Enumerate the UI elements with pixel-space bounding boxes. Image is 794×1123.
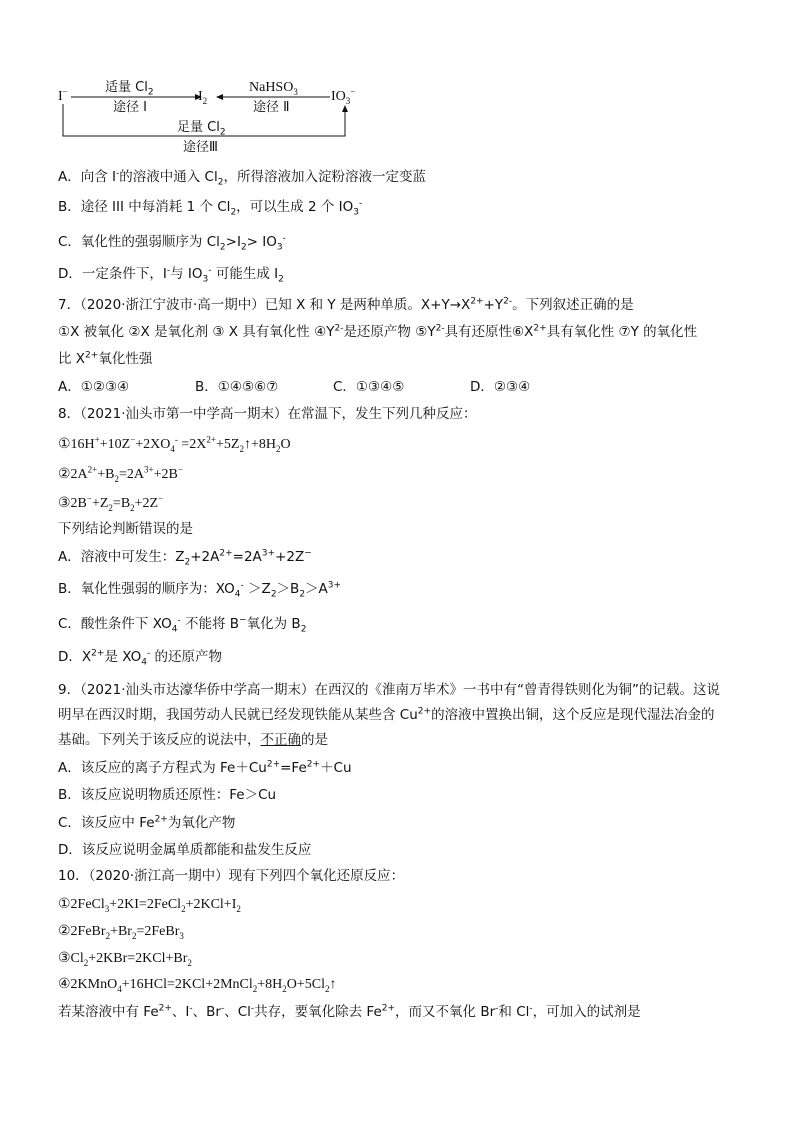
path-3-reagent: 足量 $Cl_2$ [177,120,226,138]
q9-option-b: B．该反应说明物质还原性：Fe＞Cu [58,787,277,803]
q7-statements-cont: 比 $X^{2+}$氧化性强 [58,350,153,367]
path-2-label: 途径 Ⅱ [253,100,290,115]
q7-stem: 7．（2020·浙江宁波市·高一期中）已知 X 和 Y 是两种单质。$X+Y\to X^{2+}+Y^{2-}$。下列叙述正确的是 [58,296,634,313]
q7-option-d: D．②③④ [470,379,531,395]
q10-reaction-2: $②2FeBr_2+Br_2=2FeBr_3$ [58,924,184,941]
q8-option-c: C．酸性条件下 $XO_4^-$ 不能将 B−氧化为 $B_2$ [58,615,307,635]
q10-reaction-4: $④2KMnO_4+16HCl=2KCl+2MnCl_2+8H_2O+5Cl_2↑$ [58,977,337,994]
arrowhead-path-3 [342,105,348,112]
q6-option-b: B．途径 III 中每消耗 1 个 $Cl_2$，可以生成 2 个 $IO_3^-$ [58,198,363,218]
species-iodate: $IO_3^-$ [331,86,356,106]
q10-reaction-1: $①2FeCl_3+2KI=2FeCl_2+2KCl+I_2$ [58,897,241,914]
species-iodide: I− [58,86,68,104]
q6-option-c: C．氧化性的强弱顺序为 $Cl_2>I_2> IO_3^-$ [58,233,286,253]
q8-option-a: A．溶液中可发生：$Z_2+2A^{2+}=2A^{3+}+2Z^-$ [58,548,312,568]
q6-option-d: D．一定条件下，I-与 $IO_3^-$ 可能生成 $I_2$ [58,265,284,285]
path-1-reagent: 适量 $Cl_2$ [105,80,154,98]
q8-stem: 8．（2021·汕头市第一中学高一期末）在常温下，发生下列几种反应： [58,406,477,422]
q8-option-b: B．氧化性强弱的顺序为：$XO_4^- >Z_2>B_2>A^{3+}$ [58,580,342,600]
q9-stem-line-1: 9．（2021·汕头市达濠华侨中学高一期末）在西汉的《淮南万毕术》一书中有“曾青得铁则化为铜”的记载。这说 [58,682,720,698]
reaction-pathway-diagram [55,78,375,163]
q7-statements: ①X 被氧化 ②X 是氧化剂 ③ X 具有氧化性 $④Y^{2-}$是还原产物 $⑤Y^{2-}$具有还原性$⑥X^{2+}$具有氧化性 ⑦Y 的氧化性 [58,323,698,340]
q7-option-b: B．①④⑤⑥⑦ [195,379,279,395]
q8-option-d: D．$X^{2+}$是 $XO_4^-$ 的还原产物 [58,648,223,668]
q10-stem: 10．（2020·浙江高一期中）现有下列四个氧化还原反应： [58,868,405,884]
q7-option-c: C．①③④⑤ [333,379,405,395]
q9-option-c: C．该反应中 $Fe^{2+}$为氧化产物 [58,814,236,831]
arrowhead-path-2 [216,94,223,100]
q7-option-a: A．①②③④ [58,379,130,395]
q9-stem-line-3: 基础。下列关于该反应的说法中，不正确的是 [58,732,328,748]
q8-reaction-2: $②2A^{2+}+B_2=2A^{3+}+2B^-$ [58,464,183,484]
q9-option-a: A．该反应的离子方程式为 $Fe+Cu^{2+}=Fe^{2+}+Cu$ [58,759,352,776]
q9-stem-line-2: 明早在西汉时期，我国劳动人民就已经发现铁能从某些含 $Cu^{2+}$的溶液中置换出铜，这个反应是现代湿法冶金的 [58,706,715,723]
q8-reaction-1: $①16H^++10Z^-+2XO_4^-$ $=2X^{2+}+5Z_2↑+8H_2O$ [58,434,291,454]
q8-question: 下列结论判断错误的是 [58,521,193,537]
q10-question: 若某溶液中有 $Fe^{2+}$、I-、Br-、Cl-共存，要氧化除去 $Fe^{2+}$，而又不氧化 Br-和 Cl-，可加入的试剂是 [58,1003,641,1020]
q6-option-a: A．向含 I-的溶液中通入 $Cl_2$，所得溶液加入淀粉溶液一定变蓝 [58,168,426,188]
q9-option-d: D．该反应说明金属单质都能和盐发生反应 [58,842,312,858]
q8-reaction-3: $③2B^-+Z_2=B_2+2Z^-$ [58,493,164,513]
path-3-label: 途径Ⅲ [183,140,218,155]
path-2-reagent: NaHSO$_3$ [249,80,298,97]
q10-reaction-3: $③Cl_2+2KBr=2KCl+Br_2$ [58,951,192,968]
species-iodine: $I_2$ [198,89,208,106]
path-1-label: 途径 I [113,100,147,115]
